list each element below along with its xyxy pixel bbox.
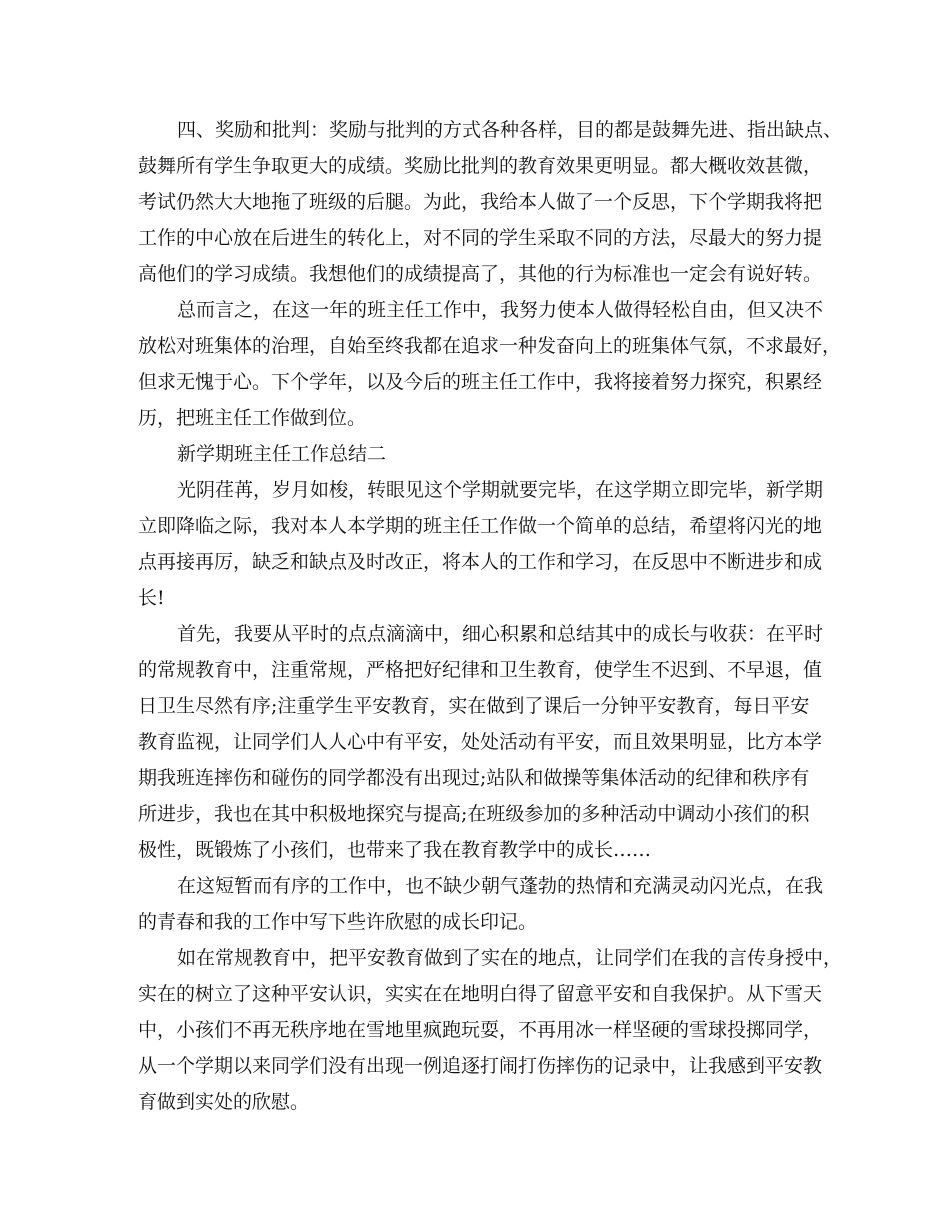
- text-line: 高他们的学习成绩。我想他们的成绩提高了，其他的行为标准也一定会有说好转。: [138, 263, 823, 285]
- text-line: 总而言之，在这一年的班主任工作中，我努力使本人做得轻松自由，但又决不: [177, 299, 824, 321]
- text-line: 光阴荏苒，岁月如梭，转眼见这个学期就要完毕，在这学期立即完毕，新学期: [177, 479, 824, 501]
- text-line: 工作的中心放在后进生的转化上，对不同的学生采取不同的方法，尽最大的努力提: [138, 227, 823, 249]
- text-line: 教育监视，让同学们人人心中有平安，处处活动有平安，而且效果明显，比方本学: [138, 731, 823, 753]
- section-heading: 新学期班主任工作总结二: [177, 443, 387, 465]
- text-line: 历，把班主任工作做到位。: [138, 407, 367, 429]
- text-line: 在这短暂而有序的工作中，也不缺少朝气蓬勃的热情和充满灵动闪光点，在我: [177, 875, 824, 897]
- text-line: 考试仍然大大地拖了班级的后腿。为此，我给本人做了一个反思，下个学期我将把: [138, 191, 823, 213]
- text-line: 四、奖励和批判：奖励与批判的方式各种各样，目的都是鼓舞先进、指出缺点、: [177, 119, 843, 141]
- text-line: 立即降临之际，我对本人本学期的班主任工作做一个简单的总结，希望将闪光的地: [138, 515, 823, 537]
- text-line: 长!: [138, 587, 165, 609]
- text-line: 中，小孩们不再无秩序地在雪地里疯跑玩耍，不再用冰一样坚硬的雪球投掷同学，: [138, 1019, 823, 1041]
- text-line: 点再接再厉，缺乏和缺点及时改正，将本人的工作和学习，在反思中不断进步和成: [138, 551, 823, 573]
- text-line: 育做到实处的欣慰。: [138, 1091, 310, 1113]
- document-body: [138, 112, 843, 1120]
- text-line: 但求无愧于心。下个学年，以及今后的班主任工作中，我将接着努力探究，积累经: [138, 371, 823, 393]
- text-line: 实在的树立了这种平安认识，实实在在地明白得了留意平安和自我保护。从下雪天: [138, 983, 823, 1005]
- text-line: 的常规教育中，注重常规，严格把好纪律和卫生教育，使学生不迟到、不早退，值: [138, 659, 823, 681]
- text-line: 放松对班集体的治理，自始至终我都在追求一种发奋向上的班集体气氛，不求最好，: [138, 335, 842, 357]
- text-line: 所进步，我也在其中积极地探究与提高;在班级参加的多种活动中调动小孩们的积: [138, 803, 810, 825]
- text-line: 日卫生尽然有序;注重学生平安教育，实在做到了课后一分钟平安教育，每日平安: [138, 695, 810, 717]
- text-line: 期我班连摔伤和碰伤的同学都没有出现过;站队和做操等集体活动的纪律和秩序有: [138, 767, 810, 789]
- text-line: 首先，我要从平时的点点滴滴中，细心积累和总结其中的成长与收获：在平时: [177, 623, 824, 645]
- text-line: 鼓舞所有学生争取更大的成绩。奖励比批判的教育效果更明显。都大概收效甚微，: [138, 155, 823, 177]
- text-line: 如在常规教育中，把平安教育做到了实在的地点，让同学们在我的言传身授中，: [177, 947, 843, 969]
- text-line: 的青春和我的工作中写下些许欣慰的成长印记。: [138, 911, 538, 933]
- text-line: 极性，既锻炼了小孩们，也带来了我在教育教学中的成长……: [138, 839, 652, 861]
- text-line: 从一个学期以来同学们没有出现一例追逐打闹打伤摔伤的记录中，让我感到平安教: [138, 1055, 823, 1077]
